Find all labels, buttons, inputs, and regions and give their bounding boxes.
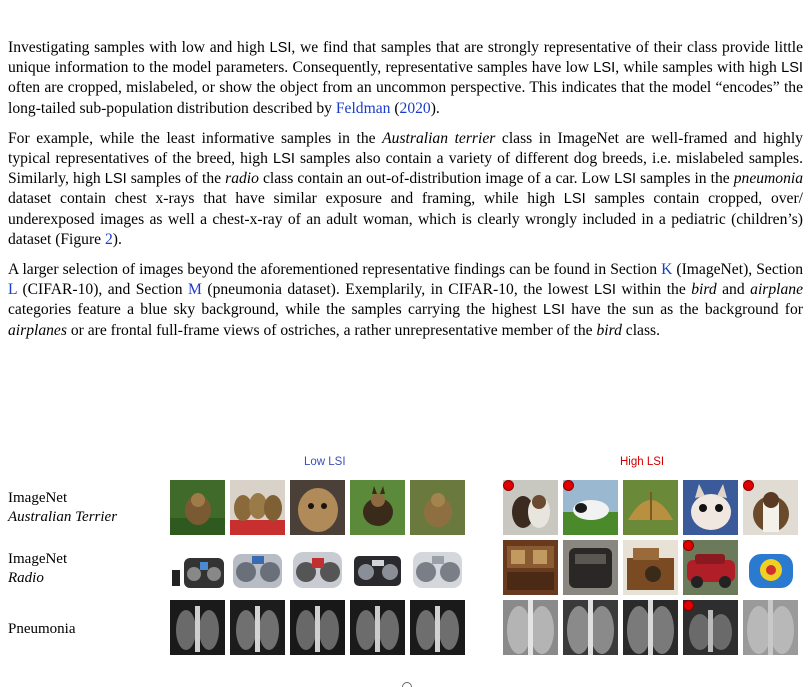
lsi-term: LSI (614, 171, 637, 188)
pneumonia-high-2 (563, 600, 618, 655)
text: dataset contain chest x-rays that have similar exposure and framing, while high (8, 190, 564, 208)
text: ( (390, 99, 400, 117)
paragraph-2 (8, 129, 803, 250)
lsi-term: LSI (593, 60, 616, 77)
text: (ImageNet), Section (672, 261, 803, 279)
row-dataset-name: ImageNet (8, 551, 68, 567)
citation-link-year[interactable]: 2020 (399, 99, 431, 117)
radio-high-5 (743, 540, 798, 595)
pneumonia-high-1 (503, 600, 558, 655)
text: Investigating samples with low and high (8, 39, 270, 56)
circle-mark-icon (402, 682, 412, 687)
text: or are frontal full-frame views of ostriches, a rather unrepresentative member of the (66, 321, 597, 339)
italic-term: airplane (750, 281, 803, 299)
lsi-term: LSI (781, 60, 803, 77)
row-class-name: Radio (8, 570, 44, 586)
radio-high-2 (563, 540, 618, 595)
paragraph-1 (8, 38, 803, 119)
row-label-radio (8, 550, 67, 588)
pneumonia-low-1 (170, 600, 225, 655)
text: A larger selection of images beyond the aforementioned representative findings can be found in Section (8, 261, 662, 279)
italic-term: pneumonia (733, 170, 804, 188)
figure-lsi-samples (0, 456, 811, 687)
row-label-australian-terrier (8, 489, 117, 527)
lsi-term: LSI (269, 40, 292, 56)
lsi-term: LSI (543, 302, 565, 319)
lsi-term: LSI (104, 171, 127, 188)
low-lsi-label: Low LSI (304, 456, 346, 468)
text: (pneumonia dataset). Exemplarily, in CIFAR-10, the lowest (201, 281, 594, 299)
pneumonia-low-2 (230, 600, 285, 655)
italic-term: bird (691, 281, 717, 299)
row-dataset-name: Pneumonia (8, 621, 76, 637)
terrier-high-5 (743, 480, 798, 535)
terrier-low-3 (290, 480, 345, 535)
text: , we find that samples that are strongly representative of their class provide little unique information to the model parameters. Consequently, representative samples have low (8, 39, 804, 77)
radio-high-3 (623, 540, 678, 595)
terrier-high-3 (623, 480, 678, 535)
text: often are cropped, mislabeled, or show the object from an uncommon perspective. This indicates that the model “encodes” the long-tailed sub-population distribution described by (8, 79, 803, 117)
text: class. (621, 321, 660, 339)
terrier-low-5 (410, 480, 465, 535)
previous-content-cut (0, 0, 811, 8)
text: categories feature a blue sky background, while the samples carrying the highest (8, 301, 543, 319)
radio-low-5 (410, 540, 465, 595)
text: , while samples with high (615, 59, 782, 77)
terrier-low-1 (170, 480, 225, 535)
terrier-high-2 (563, 480, 618, 535)
citation-link-feldman[interactable]: Feldman (335, 99, 391, 117)
text: samples of the (126, 170, 226, 188)
radio-low-1 (170, 540, 225, 595)
radio-high-1 (503, 540, 558, 595)
pneumonia-low-3 (290, 600, 345, 655)
italic-term: bird (596, 321, 622, 339)
text: (CIFAR-10), and Section (16, 281, 189, 299)
section-link-m[interactable]: M (188, 281, 202, 299)
radio-high-4 (683, 540, 738, 595)
text: class in ImageNet are well-framed and highly typical representatives of the breed, high (8, 129, 803, 168)
figure-ref-link[interactable]: 2 (105, 230, 113, 248)
text: samples contain cropped, over/ underexposed images as well a chest-x-ray of an adult woman, which is clearly wrongly included in a pediatric (children’s) dataset (Figure (8, 190, 803, 248)
lsi-term: LSI (563, 191, 586, 208)
italic-term: Australian terrier (382, 129, 496, 147)
text: and (716, 281, 751, 299)
terrier-high-4 (683, 480, 738, 535)
text: ). (430, 99, 440, 117)
pneumonia-high-4 (683, 600, 738, 655)
section-link-k[interactable]: K (661, 261, 673, 279)
radio-low-2 (230, 540, 285, 595)
text: class contain an out-of-distribution image of a car. Low (258, 170, 615, 188)
terrier-low-4 (350, 480, 405, 535)
cut-off-mark (402, 681, 414, 687)
text: samples also contain a variety of different dog breeds, i.e. mislabeled samples. Similarly, high (8, 150, 803, 188)
paragraph-3 (8, 260, 803, 341)
text: For example, while the least informative samples in the (8, 129, 383, 147)
pneumonia-low-4 (350, 600, 405, 655)
text: within the (615, 281, 692, 299)
lsi-term: LSI (273, 151, 295, 168)
italic-term: radio (225, 170, 259, 188)
section-link-l[interactable]: L (8, 281, 17, 299)
terrier-high-1 (503, 480, 558, 535)
high-lsi-label: High LSI (620, 456, 665, 468)
text: ). (112, 230, 122, 248)
text: have the sun as the background for (564, 301, 803, 319)
pneumonia-low-5 (410, 600, 465, 655)
radio-low-4 (350, 540, 405, 595)
terrier-low-2 (230, 480, 285, 535)
row-class-name: Australian Terrier (8, 509, 118, 525)
pneumonia-high-5 (743, 600, 798, 655)
text: samples in the (636, 170, 734, 188)
italic-term: airplanes (8, 321, 67, 339)
lsi-term: LSI (593, 282, 616, 299)
pneumonia-high-3 (623, 600, 678, 655)
row-label-pneumonia (8, 620, 76, 639)
row-dataset-name: ImageNet (8, 490, 68, 506)
body-text (8, 38, 803, 351)
radio-low-3 (290, 540, 345, 595)
